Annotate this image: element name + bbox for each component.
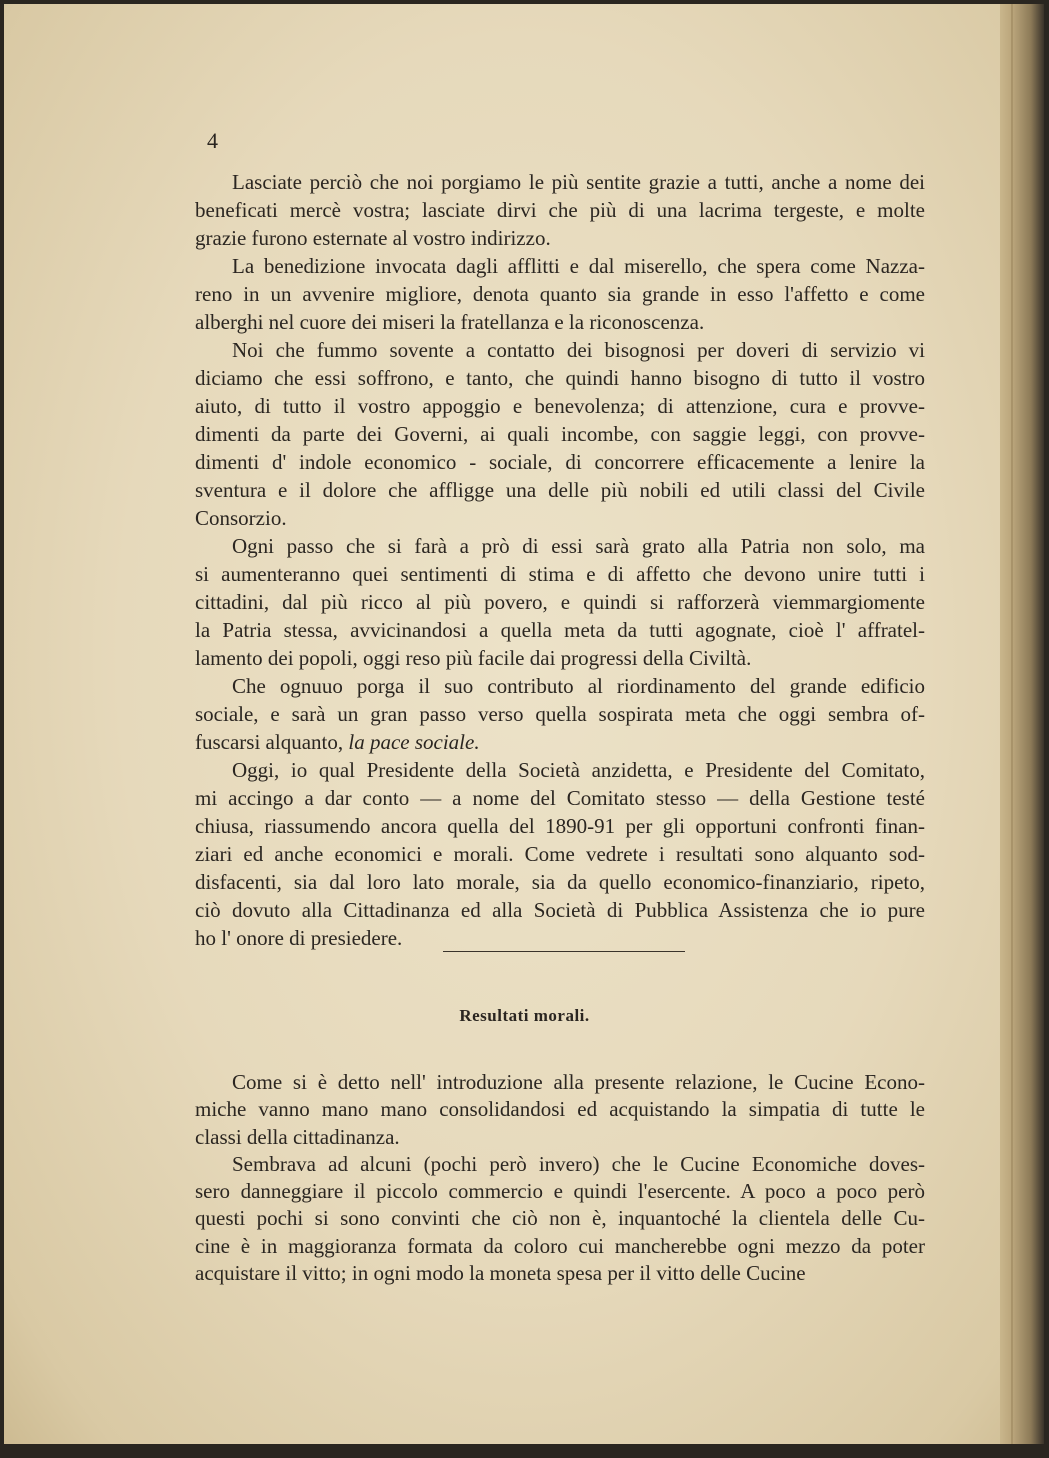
text-line — [195, 588, 925, 616]
text-line — [195, 1205, 925, 1232]
text-line — [195, 672, 925, 700]
text-line — [195, 532, 925, 560]
text-line-content: cittadini, dal più ricco al più povero, e quindi si rafforzerà viemmargiomente — [195, 590, 925, 614]
text-line-content: chiusa, riassumendo ancora quella del 1890-91 per gli opportuni confronti finan- — [195, 814, 925, 838]
italic-phrase: la pace sociale. — [348, 730, 480, 754]
text-line-content: si aumenteranno quei sentimenti di stima e di affetto che devono unire tutti i — [195, 562, 925, 586]
text-line — [195, 1124, 925, 1151]
text-line — [195, 1096, 925, 1123]
text-line-content: Come si è detto nell' introduzione alla presente relazione, le Cucine Econo- — [232, 1070, 925, 1094]
page-fold-line — [1011, 4, 1013, 1444]
paragraph — [195, 756, 925, 952]
text-line — [195, 1233, 925, 1260]
paragraph — [195, 252, 925, 336]
text-line — [195, 504, 925, 532]
text-line-content: fuscarsi alquanto, — [195, 730, 344, 754]
text-line — [195, 448, 925, 476]
text-line — [195, 1069, 925, 1096]
text-line — [195, 308, 925, 336]
text-line — [195, 196, 925, 224]
section-introduction-body — [195, 168, 925, 952]
section-divider — [443, 951, 685, 952]
section-heading: Resultati morali. — [459, 1006, 590, 1025]
text-line-content: sero danneggiare il piccolo commercio e quindi l'esercente. A poco a poco però — [195, 1179, 925, 1204]
text-line-content: cine è in maggioranza formata da coloro cui mancherebbe ogni mezzo da poter — [195, 1233, 925, 1258]
text-line — [195, 420, 925, 448]
text-line — [195, 784, 925, 812]
text-line-content: classi della cittadinanza. — [195, 1124, 400, 1149]
page-fold-shadow — [1000, 4, 1044, 1444]
text-line-content: grazie furono esternate al vostro indirizzo. — [195, 226, 551, 250]
text-line-content: la Patria stessa, avvicinandosi a quella meta da tutti agognate, cioè l' affratel- — [195, 618, 925, 642]
page-number: 4 — [207, 128, 218, 153]
text-line-content: Consorzio. — [195, 506, 287, 530]
paragraph — [195, 336, 925, 532]
text-line-content: disfacenti, sia dal loro lato morale, sia da quello economico-finanziario, ripeto, — [195, 870, 925, 894]
text-line-content: Che ognuuo porga il suo contributo al riordinamento del grande edificio — [232, 674, 925, 698]
text-line-content: acquistare il vitto; in ogni modo la moneta spesa per il vitto delle Cucine — [195, 1261, 806, 1286]
text-line-content: diciamo che essi soffrono, e tanto, che quindi hanno bisogno di tutto il vostro — [195, 366, 925, 390]
text-line — [195, 224, 925, 252]
text-line-content: aiuto, di tutto il vostro appoggio e benevolenza; di attenzione, cura e provve- — [195, 394, 925, 418]
text-line — [195, 728, 925, 756]
text-line-content: sociale, e sarà un gran passo verso quella sospirata meta che oggi sembra of- — [195, 702, 925, 726]
text-line — [195, 1178, 925, 1205]
text-line — [195, 392, 925, 420]
text-line — [195, 336, 925, 364]
text-line — [195, 252, 925, 280]
text-line-content: questi pochi si sono convinti che ciò non è, inquantoché la clientela delle Cu- — [195, 1206, 925, 1231]
text-line-content: ho l' onore di presiedere. — [195, 926, 403, 950]
text-line-content: alberghi nel cuore dei miseri la fratellanza e la riconoscenza. — [195, 310, 705, 334]
section-resultati-morali-body — [195, 1069, 925, 1287]
paragraph — [195, 168, 925, 252]
text-line-content: Lasciate perciò che noi porgiamo le più sentite grazie a tutti, anche a nome dei — [232, 170, 925, 194]
paragraph — [195, 672, 925, 756]
text-line-content: dimenti da parte dei Governi, ai quali incombe, con saggie leggi, con provve- — [195, 422, 925, 446]
text-line — [195, 1151, 925, 1178]
text-line-content: mi accingo a dar conto — a nome del Comitato stesso — della Gestione testé — [195, 786, 925, 810]
text-line — [195, 1260, 925, 1287]
text-line — [195, 280, 925, 308]
text-line-content: miche vanno mano mano consolidandosi ed acquistando la simpatia di tutte le — [195, 1097, 925, 1122]
text-line-content: sventura e il dolore che affligge una delle più nobili ed utili classi del Civile — [195, 478, 925, 502]
text-line — [195, 560, 925, 588]
text-line — [195, 812, 925, 840]
text-line-content: reno in un avvenire migliore, denota quanto sia grande in esso l'affetto e come — [195, 282, 925, 306]
text-line-content: dimenti d' indole economico - sociale, di concorrere efficacemente a lenire la — [195, 450, 925, 474]
text-line — [195, 364, 925, 392]
text-line-content: beneficati mercè vostra; lasciate dirvi che più di una lacrima tergeste, e molte — [195, 198, 925, 222]
text-line — [195, 644, 925, 672]
text-line — [195, 616, 925, 644]
text-line-content: ciò dovuto alla Cittadinanza ed alla Società di Pubblica Assistenza che io pure — [195, 898, 925, 922]
text-line-content: Sembrava ad alcuni (pochi però invero) che le Cucine Economiche doves- — [232, 1151, 925, 1176]
paragraph — [195, 1151, 925, 1287]
text-line-content: Noi che fummo sovente a contatto dei bisognosi per doveri di servizio vi — [232, 338, 925, 362]
text-line — [195, 840, 925, 868]
text-line — [195, 700, 925, 728]
text-line-content: Ogni passo che si farà a prò di essi sarà grato alla Patria non solo, ma — [232, 534, 925, 558]
text-line — [195, 924, 925, 952]
text-line — [195, 868, 925, 896]
paragraph — [195, 532, 925, 672]
text-line-content: La benedizione invocata dagli afflitti e dal miserello, che spera come Nazza- — [232, 254, 925, 278]
text-line — [195, 896, 925, 924]
paragraph — [195, 1069, 925, 1151]
text-line — [195, 476, 925, 504]
text-line-content: Oggi, io qual Presidente della Società anzidetta, e Presidente del Comitato, — [232, 758, 925, 782]
text-line — [195, 756, 925, 784]
text-line — [195, 168, 925, 196]
text-line-content: ziari ed anche economici e morali. Come vedrete i resultati sono alquanto sod- — [195, 842, 925, 866]
text-line-content: lamento dei popoli, oggi reso più facile dai progressi della Civiltà. — [195, 646, 752, 670]
